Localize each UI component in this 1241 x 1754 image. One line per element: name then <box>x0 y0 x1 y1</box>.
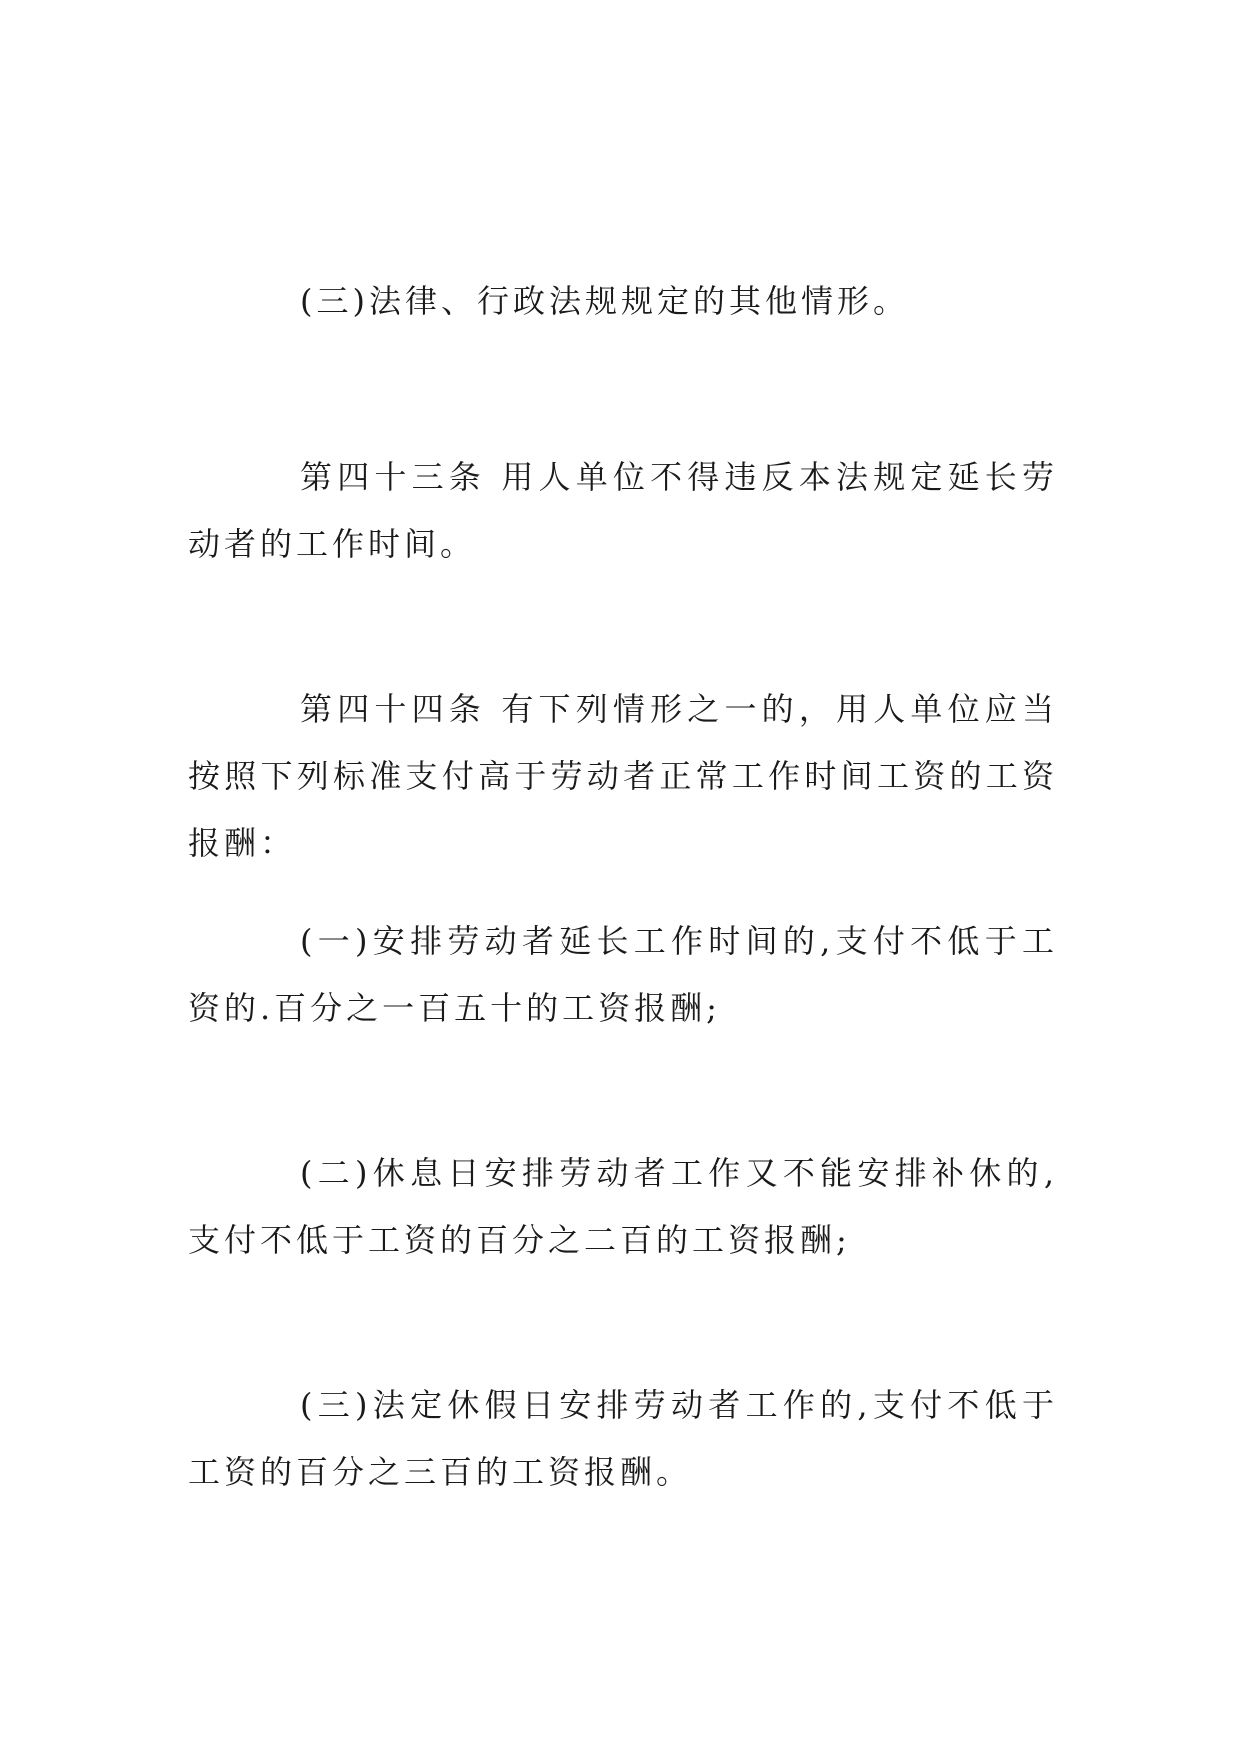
paragraph-clause-3-other-circumstances: (三)法律、行政法规规定的其他情形。 <box>300 282 909 320</box>
paragraph-article-44-item-2: (二)休息日安排劳动者工作又不能安排补休的,支付不低于工资的百分之二百的工资报酬; <box>188 1154 1058 1259</box>
paragraph-article-44-item-1: (一)安排劳动者延长工作时间的,支付不低于工资的.百分之一百五十的工资报酬; <box>188 922 1058 1027</box>
paragraph-article-44-item-3: (三)法定休假日安排劳动者工作的,支付不低于工资的百分之三百的工资报酬。 <box>188 1386 1058 1491</box>
paragraph-article-44: 第四十四条 有下列情形之一的，用人单位应当按照下列标准支付高于劳动者正常工作时间工资的工资报酬： <box>188 690 1058 862</box>
paragraph-article-43: 第四十三条 用人单位不得违反本法规定延长劳动者的工作时间。 <box>188 458 1058 563</box>
